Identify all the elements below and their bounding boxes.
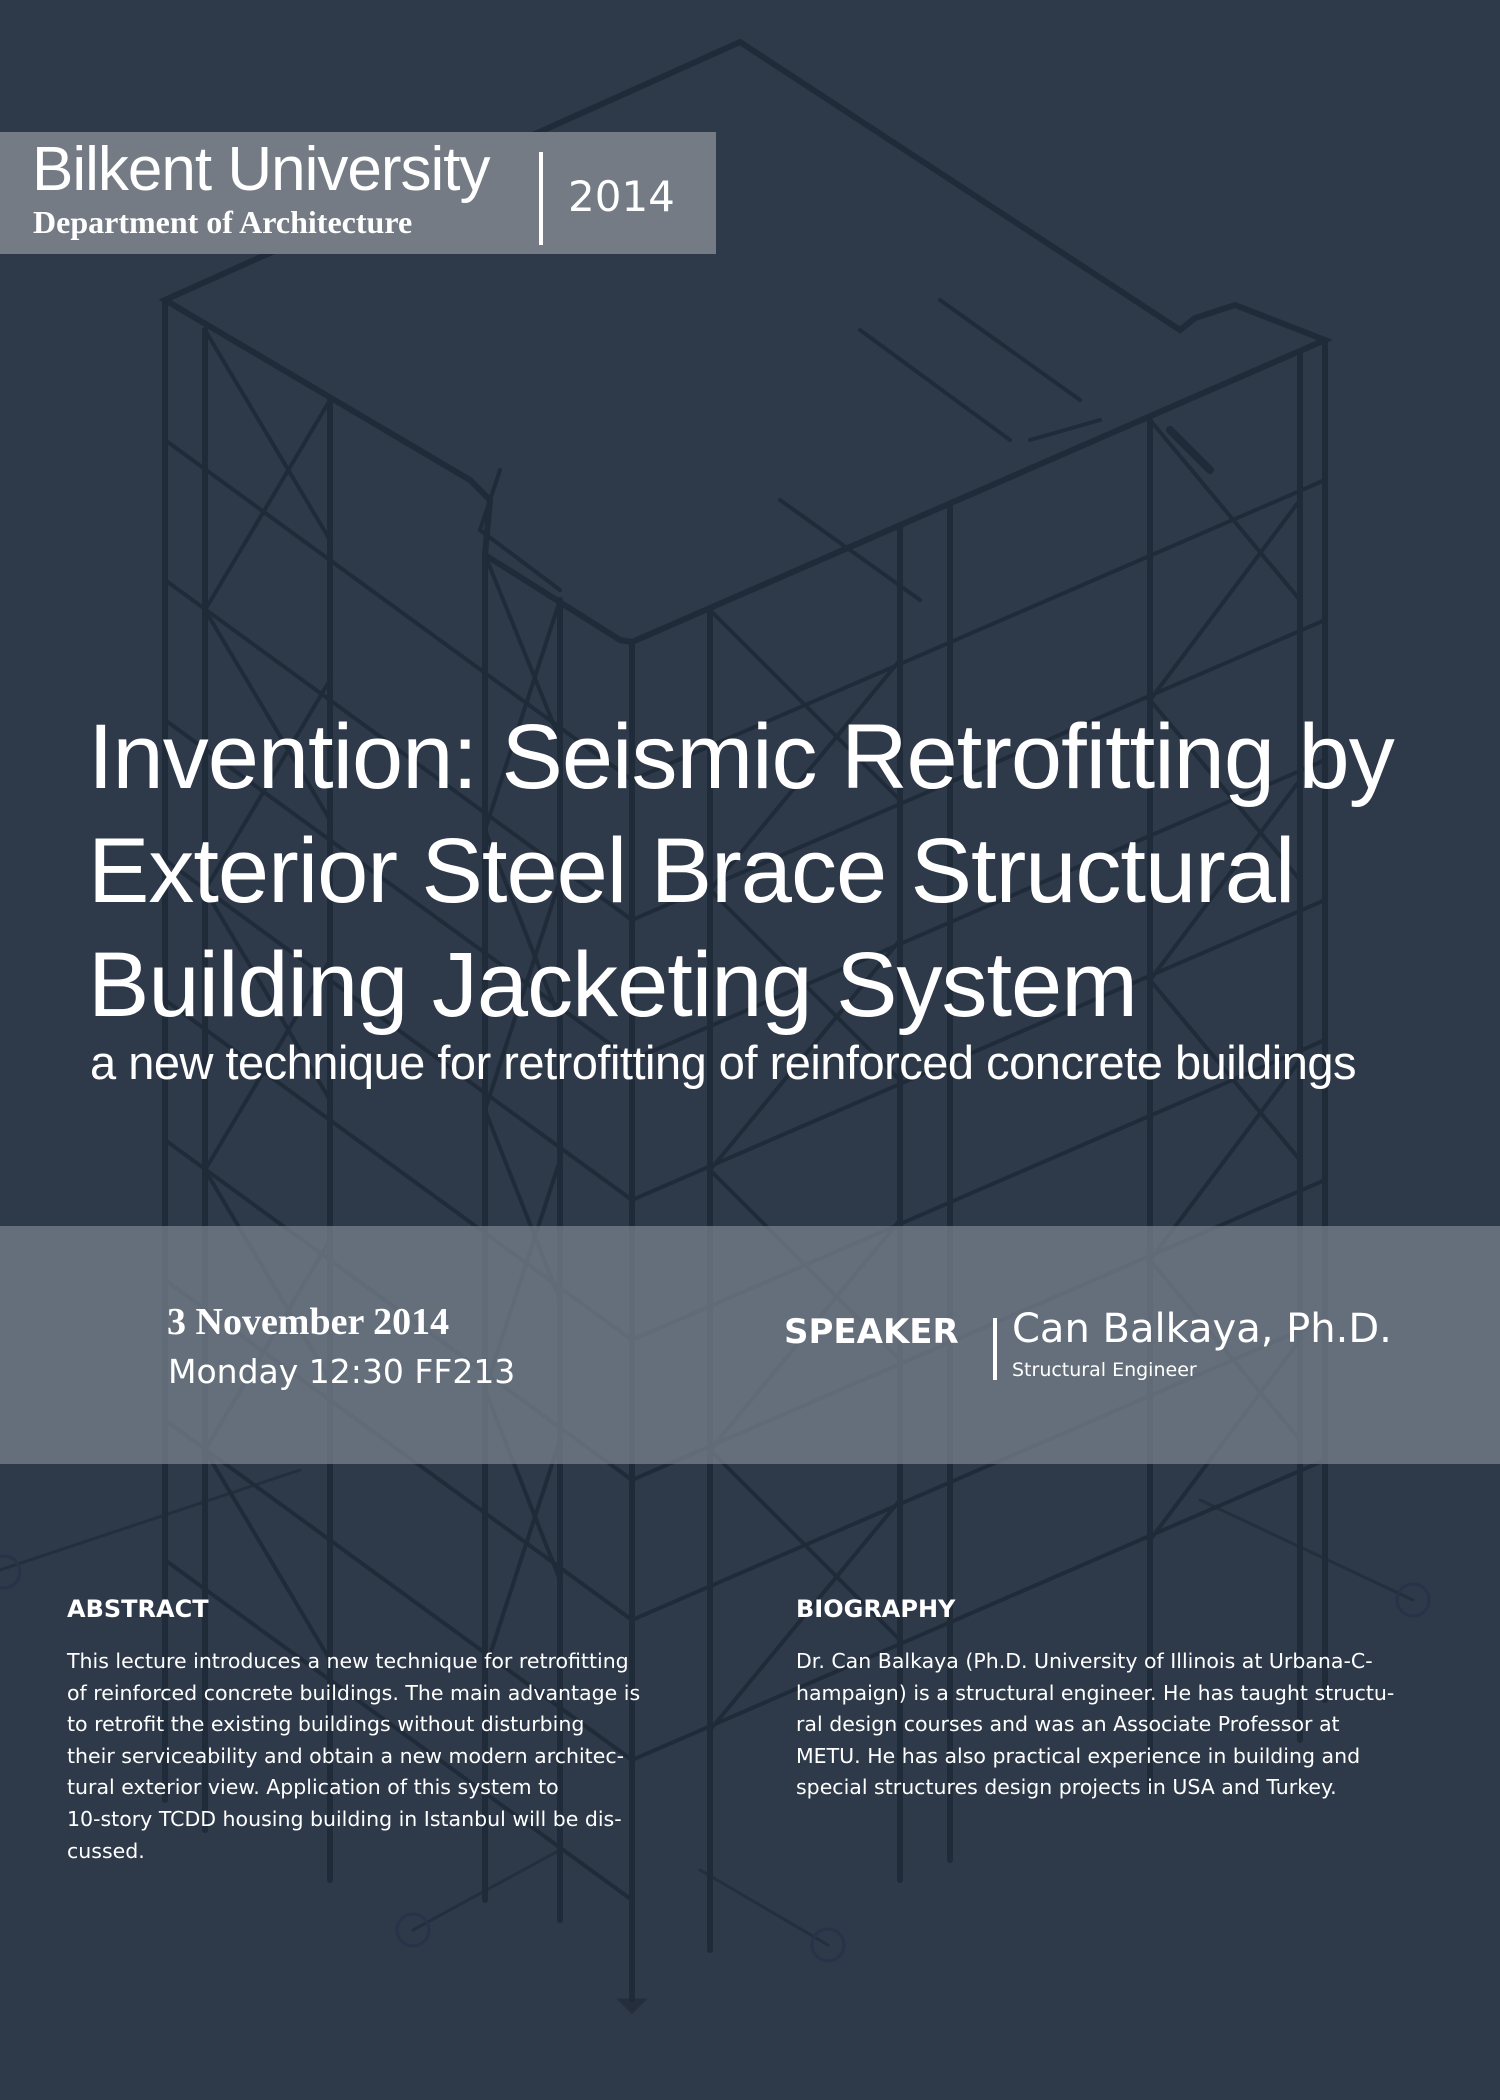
lecture-subtitle: a new technique for retrofitting of reinforced concrete buildings [90, 1036, 1356, 1089]
biography-line: ral design courses and was an Associate Professor at [796, 1712, 1340, 1737]
department-name: Department of Architecture [33, 204, 413, 240]
speaker-role: Structural Engineer [1012, 1359, 1197, 1381]
abstract-line: tural exterior view. Application of this system to [67, 1775, 559, 1800]
biography-line: hampaign) is a structural engineer. He has taught structu- [796, 1680, 1395, 1705]
event-date: 3 November 2014 [167, 1301, 450, 1343]
biography-heading: BIOGRAPHY [796, 1595, 956, 1623]
abstract-line: cussed. [67, 1838, 145, 1863]
speaker-divider [993, 1318, 997, 1380]
abstract-heading: ABSTRACT [67, 1595, 209, 1623]
abstract-line: This lecture introduces a new technique for retrofitting [67, 1649, 629, 1673]
biography-line: METU. He has also practical experience in building and [796, 1743, 1361, 1768]
abstract-line: of reinforced concrete buildings. The main advantage is [67, 1680, 641, 1705]
event-time-location: Monday 12:30 FF213 [168, 1352, 516, 1391]
title-line: Exterior Steel Brace Structural [88, 820, 1295, 922]
abstract-line: their serviceability and obtain a new modern architec- [67, 1743, 625, 1768]
speaker-name: Can Balkaya, Ph.D. [1012, 1306, 1392, 1352]
title-line: Invention: Seismic Retrofitting by [88, 706, 1394, 808]
abstract-line: 10-story TCDD housing building in Istanbul will be dis- [67, 1806, 622, 1831]
biography-line: Dr. Can Balkaya (Ph.D. University of Illinois at Urbana-C- [796, 1649, 1373, 1673]
abstract-line: to retrofit the existing buildings without disturbing [67, 1712, 585, 1737]
biography-section [796, 1594, 1456, 1804]
biography-line: special structures design projects in USA and Turkey. [796, 1775, 1337, 1800]
speaker-label: SPEAKER [784, 1312, 959, 1352]
header-year: 2014 [568, 172, 675, 221]
header-divider [539, 152, 543, 245]
title-line: Building Jacketing System [88, 934, 1137, 1036]
biography-body [796, 1646, 1456, 1804]
abstract-section [67, 1594, 707, 1867]
abstract-body [67, 1646, 707, 1867]
university-name: Bilkent University [32, 135, 490, 204]
lecture-title [88, 700, 1488, 1042]
